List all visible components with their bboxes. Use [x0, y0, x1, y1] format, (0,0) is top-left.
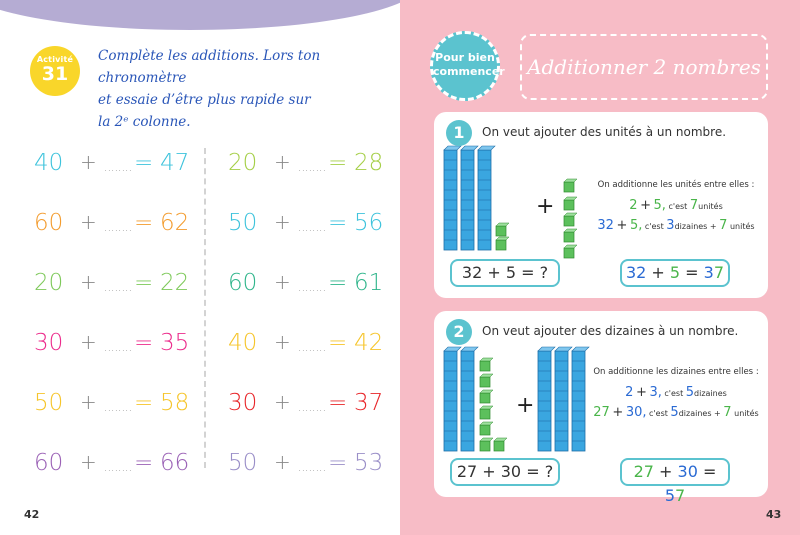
answer-blank[interactable]: ........: [104, 281, 132, 294]
equals-sign: =: [134, 270, 154, 296]
addend: 20: [228, 150, 258, 176]
unit-word: unités: [698, 202, 723, 211]
addend: 50: [34, 390, 64, 416]
start-badge-line: Pour bien: [435, 51, 495, 64]
addend: 60: [34, 210, 64, 236]
operand: 5: [669, 263, 681, 282]
sum: 28: [354, 150, 384, 176]
plus-sign: +: [274, 270, 291, 294]
instructions: [98, 45, 388, 133]
operand: 5,: [629, 218, 643, 233]
addend: 50: [228, 450, 258, 476]
lesson-card-tens: [434, 311, 768, 505]
addend: 30: [34, 330, 64, 356]
explanation: [584, 180, 768, 236]
equals: =: [703, 462, 717, 481]
operand: 27: [633, 462, 654, 481]
operator: +: [651, 263, 665, 282]
sum: 58: [160, 390, 190, 416]
operand: 32: [597, 218, 614, 233]
text: c'est: [664, 389, 684, 398]
plus-sign: +: [274, 330, 291, 354]
sum: 42: [354, 330, 384, 356]
plus-sign: +: [80, 150, 97, 174]
plus-sign: +: [274, 210, 291, 234]
addend: 60: [34, 450, 64, 476]
equals-sign: =: [134, 450, 154, 476]
addend: 40: [228, 330, 258, 356]
instruction-line: et essaie d’être plus rapide sur: [98, 92, 311, 108]
addend: 20: [34, 270, 64, 296]
operand: 5,: [653, 198, 666, 213]
plus-sign: +: [80, 450, 97, 474]
unit-cube: [480, 377, 490, 387]
plus-sign: +: [274, 390, 291, 414]
page-number: 43: [766, 508, 782, 521]
operator: +: [635, 385, 647, 400]
answer-box: [620, 458, 730, 505]
answer-blank[interactable]: ........: [298, 401, 326, 414]
answer-blank[interactable]: ........: [298, 461, 326, 474]
equals-sign: =: [134, 330, 154, 356]
lesson-card-units: [434, 112, 768, 298]
plus-sign: +: [536, 194, 555, 219]
units-count: 7: [723, 405, 732, 420]
tens-count: 3: [666, 218, 675, 233]
answer-blank[interactable]: ........: [298, 281, 326, 294]
operator: +: [714, 409, 721, 418]
answer-blank[interactable]: ........: [298, 161, 326, 174]
equals-sign: =: [134, 150, 154, 176]
step-number: 2: [446, 319, 472, 345]
unit-cube: [496, 240, 506, 250]
plus-sign: +: [80, 390, 97, 414]
operand: 3,: [649, 385, 662, 400]
answer-blank[interactable]: ........: [298, 341, 326, 354]
header-arc: [0, 0, 400, 30]
operator: +: [640, 198, 651, 213]
unit-cube: [564, 200, 574, 210]
answer-blank[interactable]: ........: [104, 401, 132, 414]
sum: 53: [354, 450, 384, 476]
tens-word: dizaines: [678, 409, 712, 418]
column-divider: [204, 148, 206, 468]
explanation-line: [584, 196, 768, 216]
step-title: On veut ajouter des dizaines à un nombre.: [482, 324, 739, 338]
plus-sign: +: [274, 450, 291, 474]
answer-box: [620, 259, 730, 287]
equals-sign: =: [328, 270, 348, 296]
explanation-header: On additionne les unités entre elles :: [597, 180, 755, 190]
explanation-line: [584, 216, 768, 236]
result-tens: 5: [685, 385, 695, 400]
unit-cube: [564, 232, 574, 242]
equals: =: [685, 263, 699, 282]
operand: 27: [593, 405, 610, 420]
question-box: 27 + 30 = ?: [450, 458, 560, 486]
plus-sign: +: [80, 270, 97, 294]
result-tens: 3: [703, 263, 714, 282]
sum: 62: [160, 210, 190, 236]
equals-sign: =: [134, 390, 154, 416]
sum: 47: [160, 150, 190, 176]
explanation-line: [584, 403, 768, 423]
operator: +: [709, 222, 717, 231]
equals-sign: =: [328, 450, 348, 476]
sum: 22: [160, 270, 190, 296]
sum: 56: [354, 210, 384, 236]
text: c'est: [668, 202, 688, 211]
unit-cube: [480, 425, 490, 435]
operator: +: [612, 405, 624, 420]
unit-cube: [480, 409, 490, 419]
operand: 2: [629, 198, 638, 213]
addend: 40: [34, 150, 64, 176]
plus-sign: +: [80, 210, 97, 234]
operator: +: [616, 218, 628, 233]
activity-badge: [30, 46, 80, 96]
units-word: unités: [729, 222, 755, 231]
question-box: 32 + 5 = ?: [450, 259, 560, 287]
unit-cube: [564, 182, 574, 192]
operand: 2: [625, 385, 634, 400]
unit-cube: [564, 248, 574, 258]
plus-sign: +: [80, 330, 97, 354]
answer-blank[interactable]: ........: [104, 461, 132, 474]
page-number: 42: [24, 508, 40, 521]
answer-blank[interactable]: ........: [104, 221, 132, 234]
sum: 61: [354, 270, 384, 296]
operand: 30,: [625, 405, 647, 420]
result-units: 7: [713, 263, 725, 282]
start-badge: [430, 31, 505, 101]
explanation-header: On additionne les dizaines entre elles :: [593, 367, 759, 377]
unit-cube: [494, 441, 504, 451]
sum: 35: [160, 330, 190, 356]
equals-sign: =: [328, 330, 348, 356]
addend: 50: [228, 210, 258, 236]
equals-sign: =: [134, 210, 154, 236]
explanation-line: [584, 383, 768, 403]
operand: 32: [625, 263, 647, 282]
answer-blank[interactable]: ........: [104, 341, 132, 354]
plus-sign: +: [516, 393, 535, 418]
sum: 66: [160, 450, 190, 476]
step-title: On veut ajouter des unités à un nombre.: [482, 125, 727, 139]
unit-cube: [564, 216, 574, 226]
unit-cube: [480, 441, 490, 451]
start-badge-line: commencer: [433, 65, 505, 78]
tens-word: dizaines: [674, 222, 708, 231]
operator: +: [659, 462, 673, 481]
step-number: 1: [446, 120, 472, 146]
activity-number: 31: [41, 63, 69, 85]
result-units: 7: [689, 198, 699, 213]
addend: 60: [228, 270, 258, 296]
result-tens: 5: [664, 486, 675, 505]
instruction-line: Complète les additions. Lors ton chronomètre: [98, 48, 321, 86]
unit-word: dizaines: [694, 389, 727, 398]
units-word: unités: [734, 409, 759, 418]
result-units: 7: [675, 486, 686, 505]
unit-cube: [480, 393, 490, 403]
addend: 30: [228, 390, 258, 416]
answer-blank[interactable]: ........: [298, 221, 326, 234]
answer-blank[interactable]: ........: [104, 161, 132, 174]
explanation: [584, 367, 768, 423]
unit-cube: [496, 226, 506, 236]
text: c'est: [644, 222, 664, 231]
right-page: [400, 0, 800, 535]
unit-cube: [480, 361, 490, 371]
instruction-line: la 2ᵉ colonne.: [98, 114, 191, 130]
equals-sign: =: [328, 390, 348, 416]
equals-sign: =: [328, 210, 348, 236]
tens-count: 5: [670, 405, 679, 420]
operand: 30: [677, 462, 698, 481]
text: c'est: [649, 409, 668, 418]
activity-label: Activité: [36, 55, 74, 64]
lesson-title: Additionner 2 nombres: [520, 34, 768, 100]
plus-sign: +: [274, 150, 291, 174]
units-count: 7: [719, 218, 728, 233]
equals-sign: =: [328, 150, 348, 176]
sum: 37: [354, 390, 384, 416]
